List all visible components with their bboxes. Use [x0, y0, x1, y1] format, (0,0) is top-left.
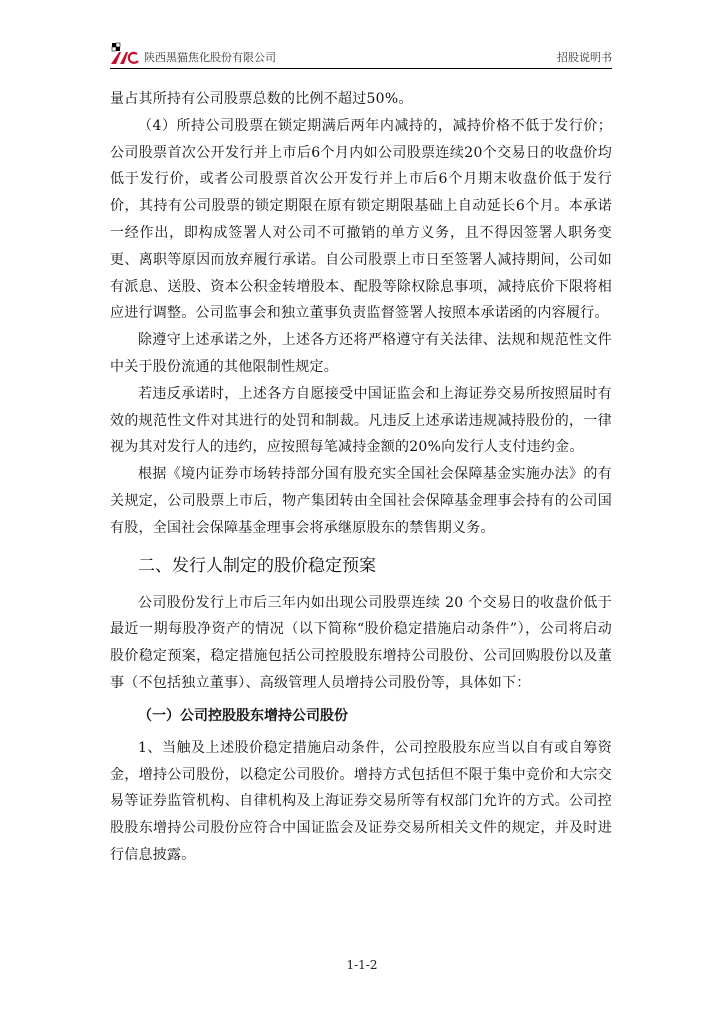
company-name: 陕西黑猫焦化股份有限公司 [144, 51, 276, 64]
company-logo-icon [110, 42, 140, 66]
page-body [110, 86, 612, 869]
paragraph-5: 根据《境内证券市场转持部分国有股充实全国社会保障基金实施办法》的有关规定，公司股票上市后，物产集团转由全国社会保障基金理事会持有的公司国有股，全国社会保障基金理事会将承继原股东的禁售期义务。 [110, 466, 612, 536]
paragraph-4: 若违反承诺时，上述各方自愿接受中国证监会和上海证券交易所按照届时有效的规范性文件对其进行的处罚和制裁。凡违反上述承诺违规减持股份的，一律视为其对发行人的违约，应按照每笔减持金额的20%向发行人支付违约金。 [110, 385, 612, 456]
page-number: 1-1-2 [346, 958, 378, 972]
page-header [110, 40, 612, 69]
paragraph-3: 除遵守上述承诺之外，上述各方还将严格遵守有关法律、法规和规范性文件中关于股份流通的其他限制性规定。 [110, 332, 612, 375]
paragraph-1: 量占其所持有公司股票总数的比例不超过50%。 [110, 91, 413, 107]
section-intro: 公司股份发行上市后三年内如出现公司股票连续 20 个交易日的收盘价低于最近一期每股净资产的情况（以下简称“股价稳定措施启动条件”），公司将启动股价稳定预案，稳定措施包括公司控股股东增持公司股份、公司回购股份以及董事（不包括独立董事）、高级管理人员增持公司股份等，具体如下： [110, 594, 612, 691]
paragraph-2: （4）所持公司股票在锁定期满后两年内减持的，减持价格不低于发行价；公司股票首次公开发行并上市后6个月内如公司股票连续20个交易日的收盘价均低于发行价，或者公司股票首次公开发行并上市后6个月期末收盘价低于发行价，其持有公司股票的锁定期限在原有锁定期限基础上自动延长6个月。本承诺一经作出，即构成签署人对公司不可撤销的单方义务，且不得因签署人职务变更、离职等原因而放弃履行承诺。自公司股票上市日至签署人减持期间，公司如有派息、送股、资本公积金转增股本、配股等除权除息事项，减持底价下限将相应进行调整。公司监事会和独立董事负责监督签署人按照本承诺函的内容履行。 [110, 117, 612, 322]
section-heading: 二、发行人制定的股价稳定预案 [138, 555, 376, 576]
document-type: 招股说明书 [557, 51, 612, 64]
subsection-text: 1、当触及上述股价稳定措施启动条件，公司控股股东应当以自有或自筹资金，增持公司股份，以稳定公司股价。增持方式包括但不限于集中竞价和大宗交易等证券监管机构、自律机构及上海证券交易所等有权部门允许的方式。公司控股股东增持公司股份应符合中国证监会及证券交易所相关文件的规定，并及时进行信息披露。 [110, 739, 612, 863]
subsection-heading: （一）公司控股股东增持公司股份 [138, 707, 348, 724]
